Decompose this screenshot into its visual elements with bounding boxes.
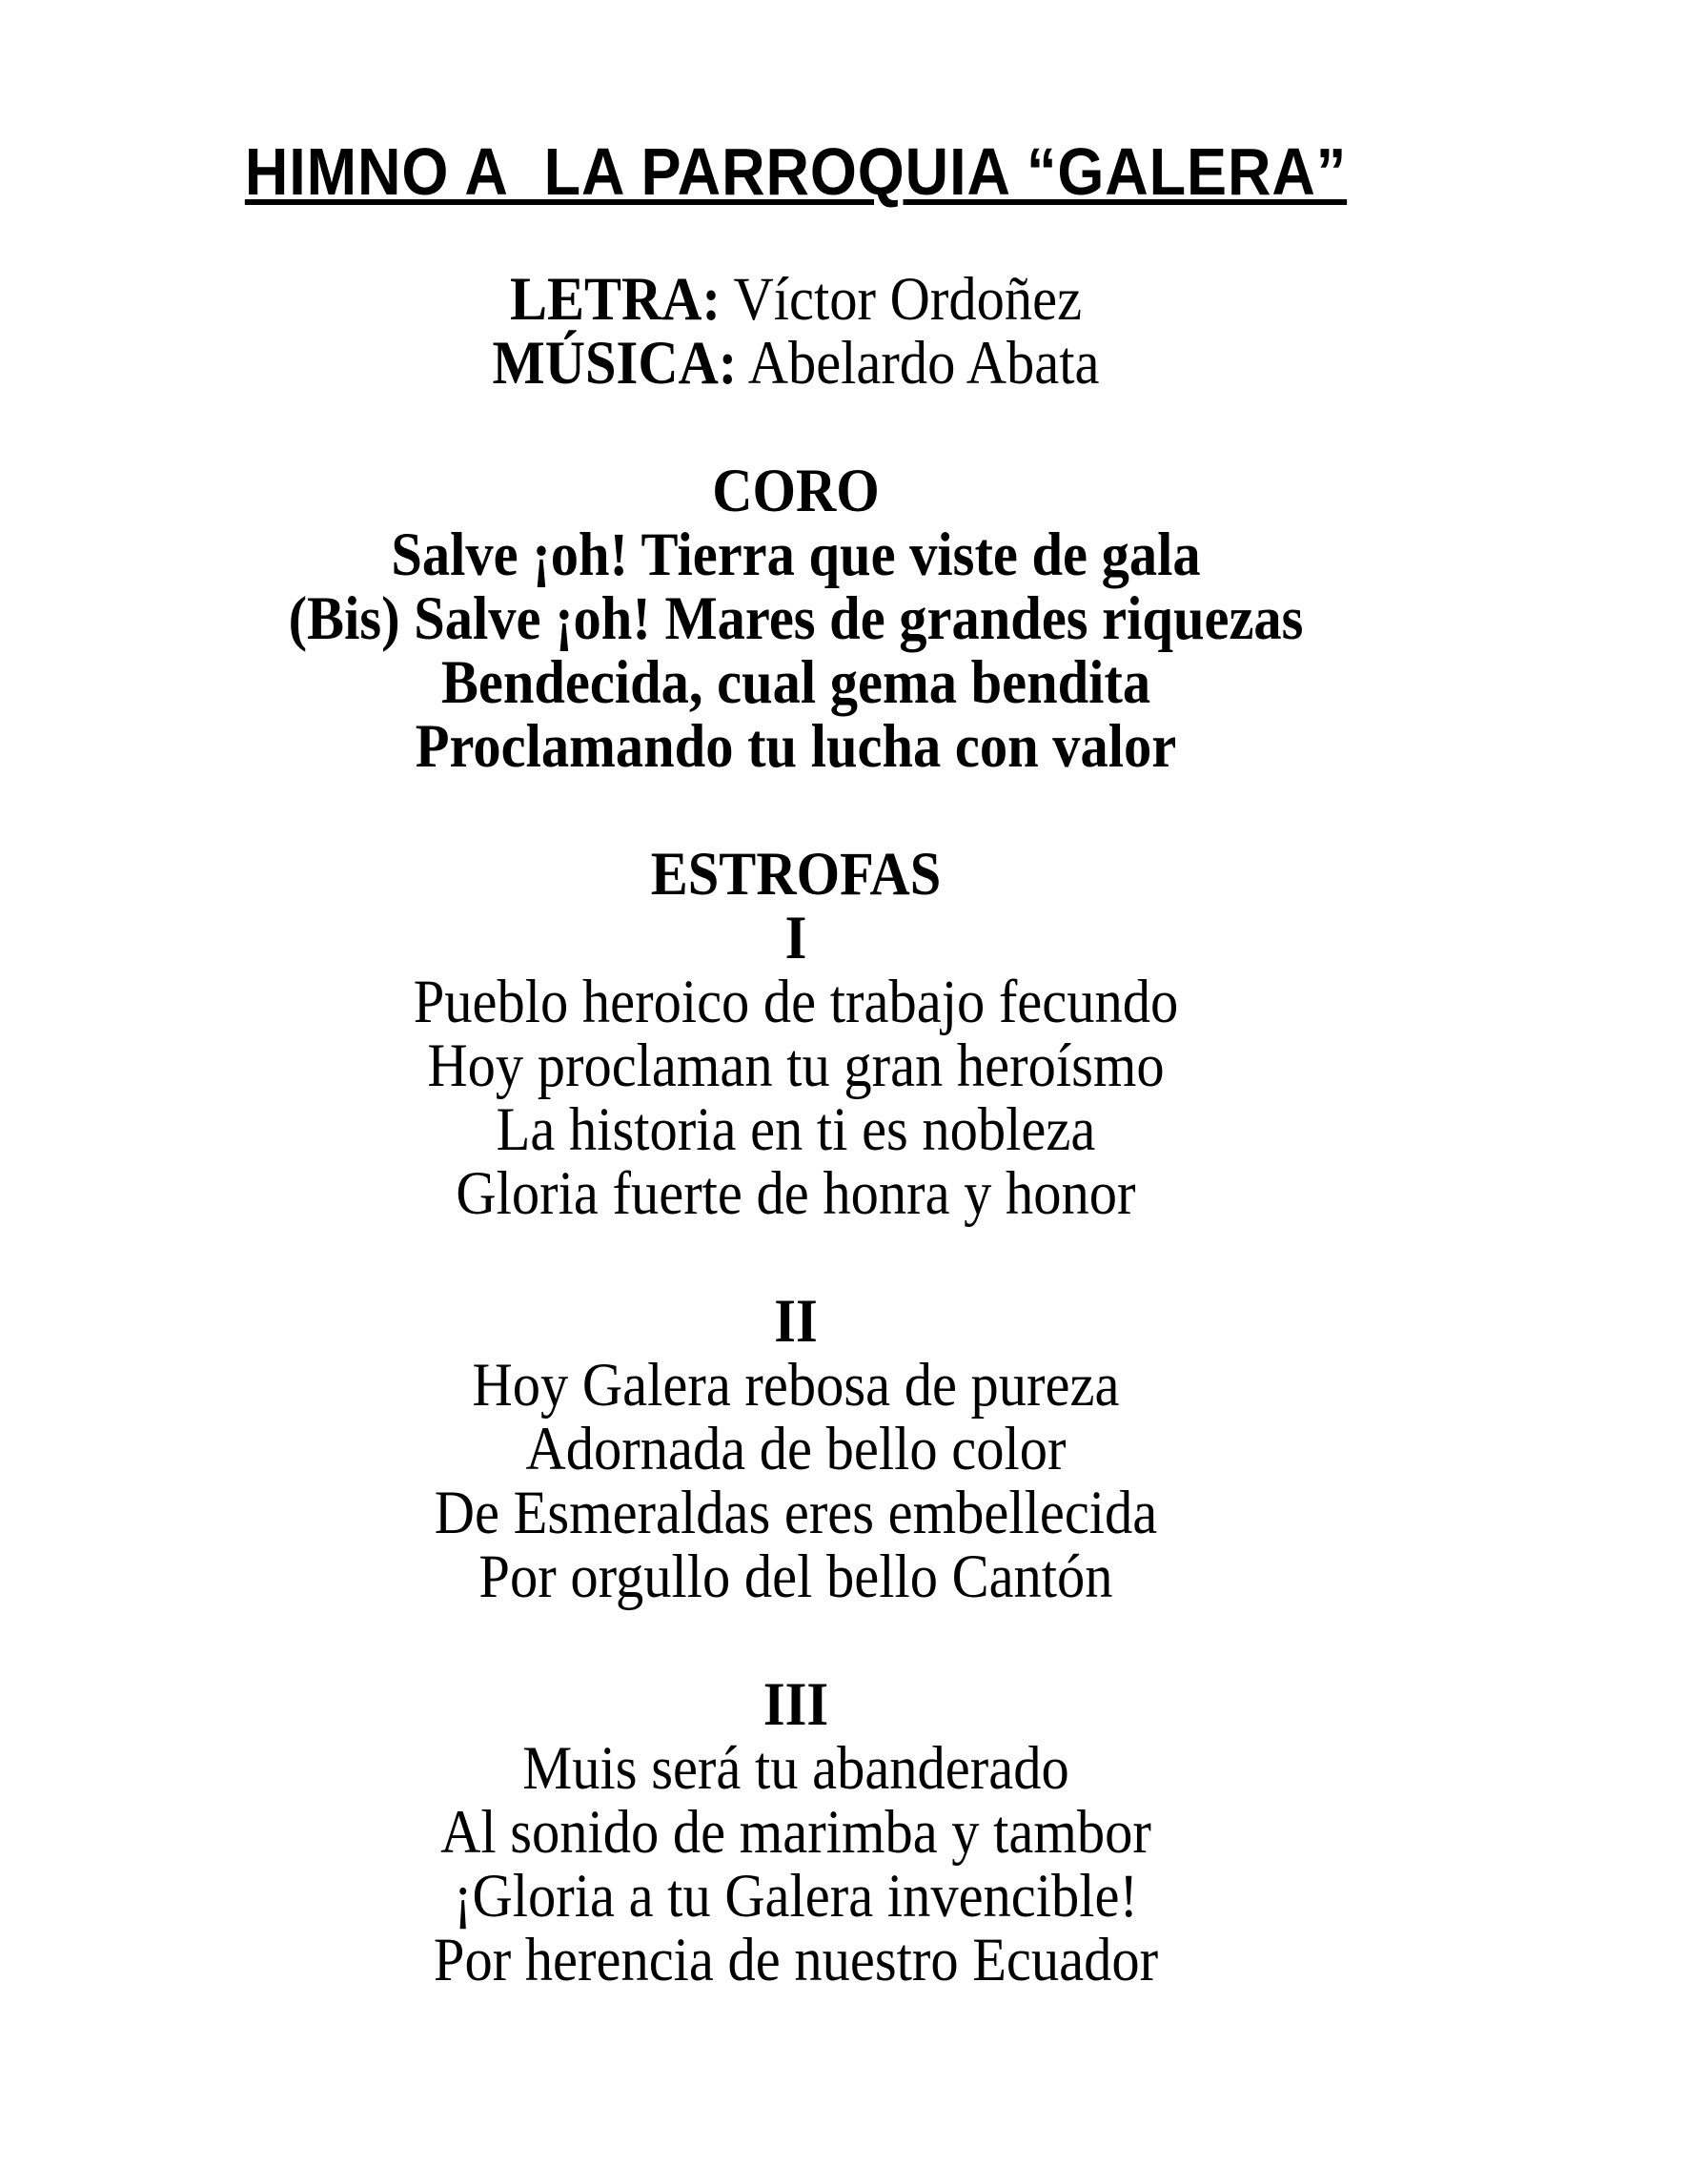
document-title: HIMNO A LA PARROQUIA “GALERA” bbox=[244, 134, 1348, 209]
verse-line: ¡Gloria a tu Galera invencible! bbox=[454, 1862, 1138, 1931]
estrofas-verses bbox=[28, 904, 1565, 1994]
verse-line: Al sonido de marimba y tambor bbox=[440, 1798, 1151, 1867]
credit-letra bbox=[28, 265, 1565, 334]
coro-line: Salve ¡oh! Tierra que viste de gala bbox=[391, 521, 1201, 589]
verse-line: Muis será tu abanderado bbox=[522, 1734, 1069, 1803]
verse-numeral: II bbox=[774, 1287, 818, 1356]
verse-line: Hoy Galera rebosa de pureza bbox=[472, 1351, 1120, 1420]
verse-line: Hoy proclaman tu gran heroísmo bbox=[427, 1032, 1165, 1100]
verse-line: Gloria fuerte de honra y honor bbox=[456, 1159, 1136, 1228]
coro-lines bbox=[28, 523, 1565, 779]
credit-letra-value: Víctor Ordoñez bbox=[733, 265, 1083, 334]
verse-line: La historia en ti es nobleza bbox=[496, 1095, 1096, 1164]
coro-line: Proclamando tu lucha con valor bbox=[415, 712, 1177, 781]
verse-line: De Esmeraldas eres embellecida bbox=[434, 1479, 1158, 1547]
coro-heading: CORO bbox=[712, 457, 880, 525]
credit-musica-label: MÚSICA: bbox=[492, 329, 738, 398]
verse-numeral: III bbox=[762, 1670, 829, 1739]
document-content bbox=[28, 0, 1565, 1992]
credit-letra-label: LETRA: bbox=[509, 265, 721, 334]
verse-line: Adornada de bello color bbox=[525, 1415, 1067, 1483]
verse-line: Por herencia de nuestro Ecuador bbox=[433, 1926, 1159, 1994]
verse-numeral: I bbox=[784, 904, 807, 972]
verse-line: Por orgullo del bello Cantón bbox=[478, 1543, 1113, 1611]
coro-line: (Bis) Salve ¡oh! Mares de grandes riquezas bbox=[288, 584, 1304, 653]
credit-musica-value: Abelardo Abata bbox=[747, 329, 1100, 398]
coro-line: Bendecida, cual gema bendita bbox=[440, 648, 1151, 717]
title-line bbox=[28, 134, 1565, 209]
verse-line: Pueblo heroico de trabajo fecundo bbox=[413, 968, 1179, 1036]
estrofas-heading: ESTROFAS bbox=[650, 840, 942, 909]
credit-musica bbox=[28, 329, 1565, 398]
